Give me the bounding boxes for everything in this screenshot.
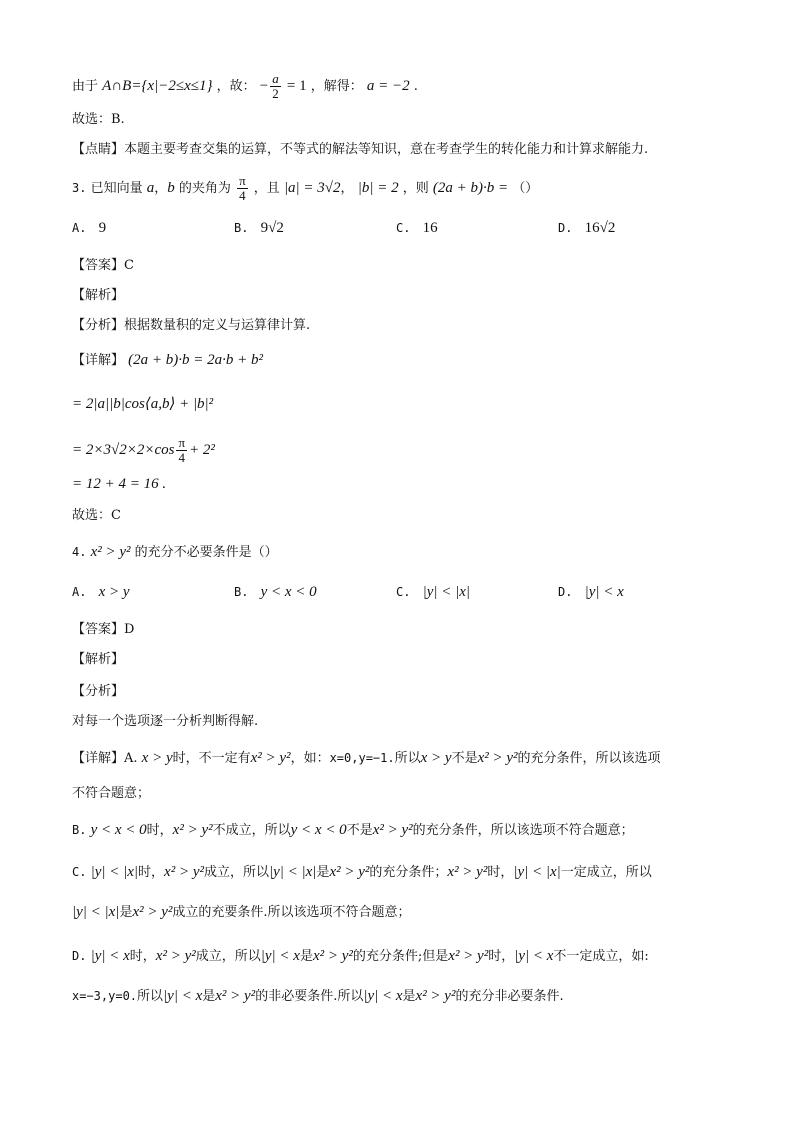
detail-4-b bbox=[72, 820, 634, 841]
text: ，故： bbox=[216, 79, 256, 94]
vector-b: b bbox=[167, 180, 175, 196]
text: 不成立，所以 bbox=[212, 823, 291, 838]
option-label: B. bbox=[72, 823, 87, 837]
text: ， bbox=[340, 181, 354, 196]
text: 成立，所以 bbox=[195, 949, 261, 964]
option-value: y < x < 0 bbox=[260, 584, 317, 600]
q4-option-c bbox=[396, 582, 470, 603]
analysis-heading-3: 【解析】 bbox=[72, 288, 125, 303]
text: 时， bbox=[487, 865, 514, 880]
option-label: A. bbox=[72, 221, 87, 235]
text: 的充分条件;但是 bbox=[352, 949, 449, 964]
math-expression: + 2² bbox=[189, 442, 215, 458]
denominator: 2 bbox=[272, 86, 279, 101]
example: x=0,y=−1. bbox=[329, 751, 395, 765]
option-label: D. bbox=[558, 585, 573, 599]
numerator: π bbox=[178, 435, 186, 450]
detail-4-c bbox=[72, 862, 652, 883]
option-value: 16 bbox=[422, 220, 438, 236]
text: ，解得： bbox=[310, 79, 363, 94]
detail-4-a bbox=[72, 748, 661, 769]
math: x² > y² bbox=[132, 904, 173, 920]
text: 已知向量 bbox=[90, 181, 143, 196]
tag-dianjing: 【点睛】 bbox=[72, 142, 125, 157]
tag-fenxi: 【分析】 bbox=[72, 318, 125, 333]
option-label: C. bbox=[396, 221, 411, 235]
text: 成立的充要条件.所以该选项不符合题意； bbox=[172, 905, 411, 920]
question-3 bbox=[72, 174, 538, 203]
text: 不一定成立，如: bbox=[553, 949, 649, 964]
detail-3 bbox=[72, 350, 263, 371]
question-4 bbox=[72, 542, 278, 563]
text: 不是 bbox=[451, 751, 478, 766]
math: |y| < |x| bbox=[72, 904, 120, 920]
analysis-3 bbox=[72, 316, 310, 336]
example: x=−3,y=0. bbox=[72, 989, 138, 1003]
math: |y| < |x| bbox=[269, 864, 317, 880]
q3-option-b bbox=[234, 218, 284, 239]
text: ，如： bbox=[290, 751, 330, 766]
math-equals-1: = 1 bbox=[286, 78, 307, 94]
tag-xiangjie: 【详解】A. bbox=[72, 751, 138, 766]
option-value: 9√2 bbox=[260, 220, 284, 236]
math-expression: (2a + b)·b = 2a·b + b² bbox=[128, 352, 264, 368]
question-number: 4. bbox=[72, 545, 87, 559]
text: 不是 bbox=[346, 823, 373, 838]
option-label: A. bbox=[72, 585, 87, 599]
text: 的充分条件，所以该选项不符合题意； bbox=[412, 823, 634, 838]
math: x² > y² bbox=[164, 864, 204, 880]
q3-option-c bbox=[396, 218, 438, 239]
math: x² > y² bbox=[448, 948, 489, 964]
fraction-pi-over-4 bbox=[237, 174, 248, 203]
option-label: C. bbox=[396, 585, 411, 599]
text: 本题主要考查交集的运算，不等式的解法等知识，意在考查学生的转化能力和计算求解能力. bbox=[124, 142, 649, 157]
answer-blank: （） bbox=[512, 181, 539, 196]
math-expression: = 2×3√2×2×cos bbox=[72, 442, 175, 458]
math: x² > y² bbox=[250, 750, 291, 766]
detail-4-d bbox=[72, 946, 649, 967]
answer-3: 【答案】C bbox=[72, 258, 134, 273]
text: 时， bbox=[146, 823, 173, 838]
text: 的充分非必要条件. bbox=[455, 989, 564, 1004]
math: y < x < 0 bbox=[290, 822, 347, 838]
math: x² > y² bbox=[172, 822, 213, 838]
text: . bbox=[413, 79, 418, 94]
text: 由于 bbox=[72, 79, 99, 94]
q4-option-b bbox=[234, 582, 317, 603]
text: 一定成立，所以 bbox=[560, 865, 652, 880]
math: x² > y² bbox=[155, 948, 196, 964]
fraction-pi-over-4 bbox=[176, 436, 187, 465]
text: 时， bbox=[129, 949, 156, 964]
q3-option-d bbox=[558, 218, 615, 239]
option-value: x > y bbox=[98, 584, 130, 600]
math: x² > y² bbox=[329, 864, 370, 880]
math: y < x < 0 bbox=[90, 822, 147, 838]
math: x² > y² bbox=[477, 750, 518, 766]
choice-line: 故选：B. bbox=[72, 112, 125, 127]
text: 的充分不必要条件是（） bbox=[134, 545, 278, 560]
option-label: D. bbox=[558, 221, 573, 235]
option-value: 16√2 bbox=[584, 220, 616, 236]
magnitude-b: |b| = 2 bbox=[357, 180, 399, 196]
text: 根据数量积的定义与运算律计算. bbox=[124, 318, 311, 333]
numerator: π bbox=[239, 173, 246, 188]
option-label: D. bbox=[72, 949, 87, 963]
math: |y| < x bbox=[260, 948, 300, 964]
numerator: a bbox=[272, 71, 279, 86]
option-value: |y| < x bbox=[584, 584, 624, 600]
q3-option-a bbox=[72, 218, 106, 239]
text: 成立，所以 bbox=[203, 865, 269, 880]
minus-sign: − bbox=[259, 78, 269, 94]
math-expression: = 2|a||b|cos⟨a,b⟩ + |b|² bbox=[72, 396, 214, 412]
text: 所以 bbox=[394, 751, 421, 766]
detail-4-c-cont bbox=[72, 902, 411, 923]
text: ， bbox=[154, 181, 168, 196]
detail-3-step-3 bbox=[72, 474, 166, 495]
text: 的夹角为 bbox=[178, 181, 231, 196]
math: x² > y² bbox=[312, 948, 353, 964]
text: 时，不一定有 bbox=[172, 751, 251, 766]
text: 的非必要条件.所以 bbox=[255, 989, 364, 1004]
math: |y| < x bbox=[163, 988, 203, 1004]
detail-4-d-cont bbox=[72, 986, 564, 1007]
math: x² > y² bbox=[215, 988, 256, 1004]
math-intersection: A∩B={x|−2≤x≤1} bbox=[102, 78, 213, 94]
tag-xiangjie: 【详解】 bbox=[72, 353, 125, 368]
math: x > y bbox=[420, 750, 452, 766]
text: ，且 bbox=[253, 181, 280, 196]
comment-line bbox=[72, 140, 648, 160]
math-solution: a = −2 bbox=[366, 78, 410, 94]
question-number: 3. bbox=[72, 181, 87, 195]
option-value: |y| < |x| bbox=[422, 584, 471, 600]
text: ，则 bbox=[402, 181, 429, 196]
text: 的充分条件； bbox=[369, 865, 448, 880]
text: 所以 bbox=[137, 989, 164, 1004]
magnitude-a: |a| = 3√2 bbox=[283, 180, 341, 196]
math: |y| < x bbox=[363, 988, 403, 1004]
text: 的充分条件，所以该选项 bbox=[517, 751, 661, 766]
q4-option-d bbox=[558, 582, 624, 603]
detail-3-step-2 bbox=[72, 436, 215, 465]
math: x² > y² bbox=[372, 822, 413, 838]
text: 是 bbox=[202, 989, 216, 1004]
vector-a: a bbox=[146, 180, 155, 196]
analysis-4: 对每一个选项逐一分析判断得解. bbox=[72, 714, 259, 729]
text: 是 bbox=[316, 865, 330, 880]
detail-4-a-cont: 不符合题意； bbox=[72, 786, 151, 801]
math: |y| < x bbox=[514, 948, 554, 964]
option-value: 9 bbox=[98, 220, 107, 236]
text: 时， bbox=[488, 949, 515, 964]
text: 时， bbox=[138, 865, 165, 880]
math-expression: x² > y² bbox=[90, 544, 131, 560]
option-label: B. bbox=[234, 221, 249, 235]
text: 是 bbox=[299, 949, 313, 964]
option-label: B. bbox=[234, 585, 249, 599]
detail-3-step-1 bbox=[72, 394, 213, 415]
answer-4: 【答案】D bbox=[72, 622, 135, 637]
analysis-tag-4: 【分析】 bbox=[72, 684, 125, 699]
math: |y| < |x| bbox=[90, 864, 139, 880]
denominator: 4 bbox=[178, 450, 185, 465]
text: 是 bbox=[402, 989, 416, 1004]
math: x² > y² bbox=[447, 864, 488, 880]
math: |y| < x bbox=[90, 948, 130, 964]
option-label: C. bbox=[72, 865, 87, 879]
analysis-heading-4: 【解析】 bbox=[72, 652, 125, 667]
math: x² > y² bbox=[415, 988, 456, 1004]
denominator: 4 bbox=[239, 188, 246, 203]
q4-option-a bbox=[72, 582, 130, 603]
math-expression: (2a + b)·b = bbox=[432, 180, 509, 196]
choice-3: 故选：C bbox=[72, 508, 121, 523]
math: x > y bbox=[141, 750, 173, 766]
math: |y| < |x| bbox=[513, 864, 561, 880]
math-expression: = 12 + 4 = 16 . bbox=[72, 476, 167, 492]
text: 是 bbox=[119, 905, 133, 920]
solution-line-intersection bbox=[72, 72, 418, 101]
fraction-a-over-2 bbox=[270, 72, 281, 101]
